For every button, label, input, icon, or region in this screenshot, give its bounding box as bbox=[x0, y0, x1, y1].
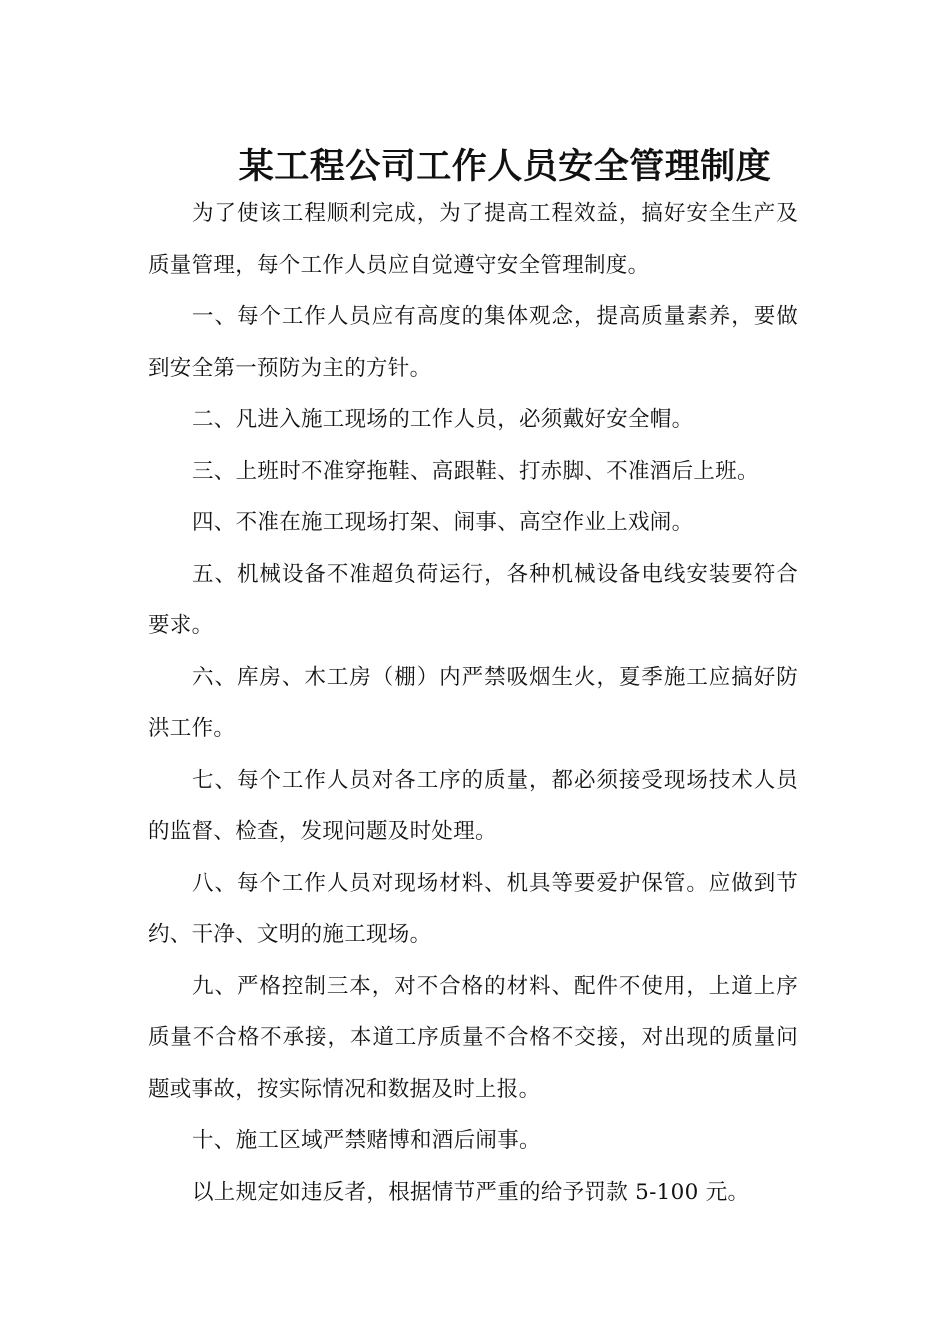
rule-10-paragraph: 十、施工区域严禁赌博和酒后闹事。 bbox=[192, 1128, 541, 1153]
document-body bbox=[148, 188, 798, 1218]
rule-3-paragraph: 三、上班时不准穿拖鞋、高跟鞋、打赤脚、不准酒后上班。 bbox=[192, 458, 759, 484]
rule-9-paragraph: 九、严格控制三本，对不合格的材料、配件不使用，上道上序质量不合格不承接，本道工序质量不合格不交接，对出现的质量问题或事故，按实际情况和数据及时上报。 bbox=[148, 973, 798, 1102]
rule-5-paragraph: 五、机械设备不准超负荷运行，各种机械设备电线安装要符合要求。 bbox=[148, 561, 798, 638]
rule-8-paragraph: 八、每个工作人员对现场材料、机具等要爱护保管。应做到节约、干净、文明的施工现场。 bbox=[148, 870, 798, 947]
intro-paragraph: 为了使该工程顺利完成，为了提高工程效益，搞好安全生产及质量管理，每个工作人员应自觉遵守安全管理制度。 bbox=[148, 201, 798, 278]
document-title: 某工程公司工作人员安全管理制度 bbox=[238, 146, 772, 188]
penalty-paragraph: 以上规定如违反者，根据情节严重的给予罚款 5-100 元。 bbox=[192, 1179, 750, 1205]
rule-7-paragraph: 七、每个工作人员对各工序的质量，都必须接受现场技术人员的监督、检查，发现问题及时处理。 bbox=[148, 767, 798, 844]
rule-4-paragraph: 四、不准在施工现场打架、闹事、高空作业上戏闹。 bbox=[192, 510, 694, 535]
rule-1-paragraph: 一、每个工作人员应有高度的集体观念，提高质量素养，要做到安全第一预防为主的方针。 bbox=[148, 304, 798, 381]
rule-2-paragraph: 二、凡进入施工现场的工作人员，必须戴好安全帽。 bbox=[192, 407, 694, 432]
rule-6-paragraph: 六、库房、木工房（棚）内严禁吸烟生火，夏季施工应搞好防洪工作。 bbox=[148, 664, 798, 741]
